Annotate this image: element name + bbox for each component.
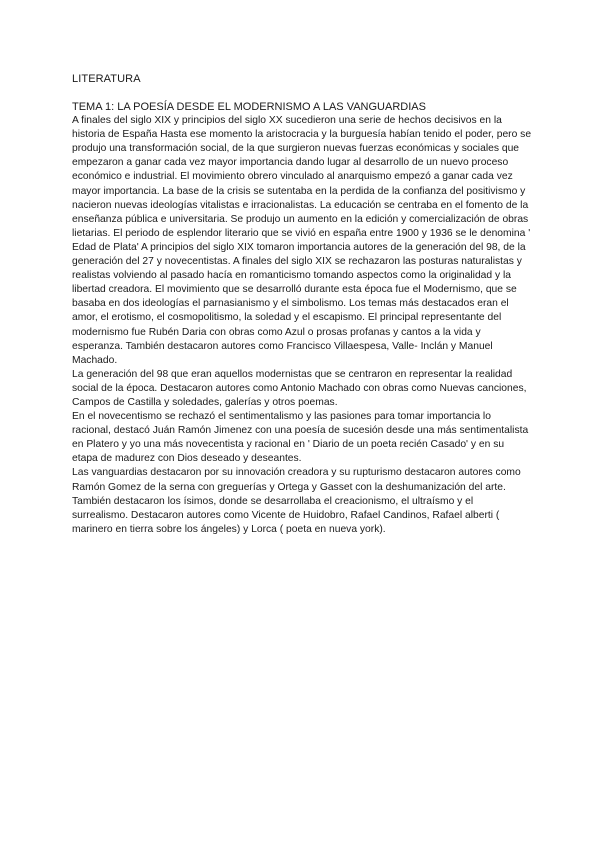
topic-title: TEMA 1: LA POESÍA DESDE EL MODERNISMO A LAS VANGUARDIAS <box>72 101 426 113</box>
paragraph-context: A finales del siglo XIX y principios del siglo XX sucedieron una serie de hechos decisivos en la historia de España Hasta ese momento la aristocracia y la burguesía habían tenido el poder, pero se produjo una transformación social, de la que surgieron nuevas fuerzas económicas y sociales que empezaron a ganar cada vez mayor importancia dando lugar al desarrollo de un nuevo proceso económico e industrial. El movimiento obrero vinculado al anarquismo empezó a ganar cada vez mayor importancia. La base de la crisis se sutentaba en la perdida de la confianza del positivismo y nacieron nuevas ideologías vitalistas e irracionalistas. La educación se centraba en el fomento de la enseñanza pública e universitaria. Se produjo un aumento en la edición y comercialización de obras lietarias. El periodo de esplendor literario que se vivió en españa entre 1900 y 1936 se le denomina ' Edad de Plata' A principios del siglo XIX tomaron importancia autores de la generación del 98, de la generación del 27 y novecentistas. A finales del siglo XIX se rechazaron las posturas naturalistas y realistas volviendo al pasado hacía en romanticismo tomando aspectos como la originalidad y la libertad creadora. El movimiento que se desarrolló durante esta época fue el Modernismo, que se basaba en dos ideologías el parnasianismo y el simbolismo. Los temas más destacados eran el amor, el erotismo, el cosmopolitismo, la soledad y el escapismo. El principal representante del modernismo fue Rubén Daria con obras como Azul o prosas profanas y cantos a la vida y esperanza. También destacaron autores como Francisco Villaespesa, Valle- Inclán y Manuel Machado. <box>72 115 532 366</box>
paragraph-generacion-98: La generación del 98 que eran aquellos modernistas que se centraron en representar la realidad social de la época. Destacaron autores como Antonio Machado con obras como Nuevas canciones, Campos de Castilla y soledades, galerías y otros poemas. <box>72 368 527 408</box>
paragraph-novecentismo: En el novecentismo se rechazó el sentimentalismo y las pasiones para tomar importancia lo racional, destacó Juán Ramón Jimenez con una poesía de sucesión desde una más sentimentalista en Platero y yo una más novecentista y racional en ' Diario de un poeta recién Casado' y en su etapa de madurez con Dios deseado y deseantes. <box>72 411 529 465</box>
paragraph-vanguardias: Las vanguardias destacaron por su innovación creadora y su rupturismo destacaron autores como Ramón Gomez de la serna con greguerías y Ortega y Gasset con la deshumanización del arte. También destacaron los ísimos, donde se desarrollaba el creacionismo, el ultraísmo y el surrealismo. Destacaron autores como Vicente de Huidobro, Rafael Candinos, Rafael alberti ( marinero en tierra sobre los ángeles) y Lorca ( poeta en nueva york). <box>72 467 521 535</box>
document-heading: LITERATURA <box>72 73 141 85</box>
document-body <box>72 100 532 537</box>
